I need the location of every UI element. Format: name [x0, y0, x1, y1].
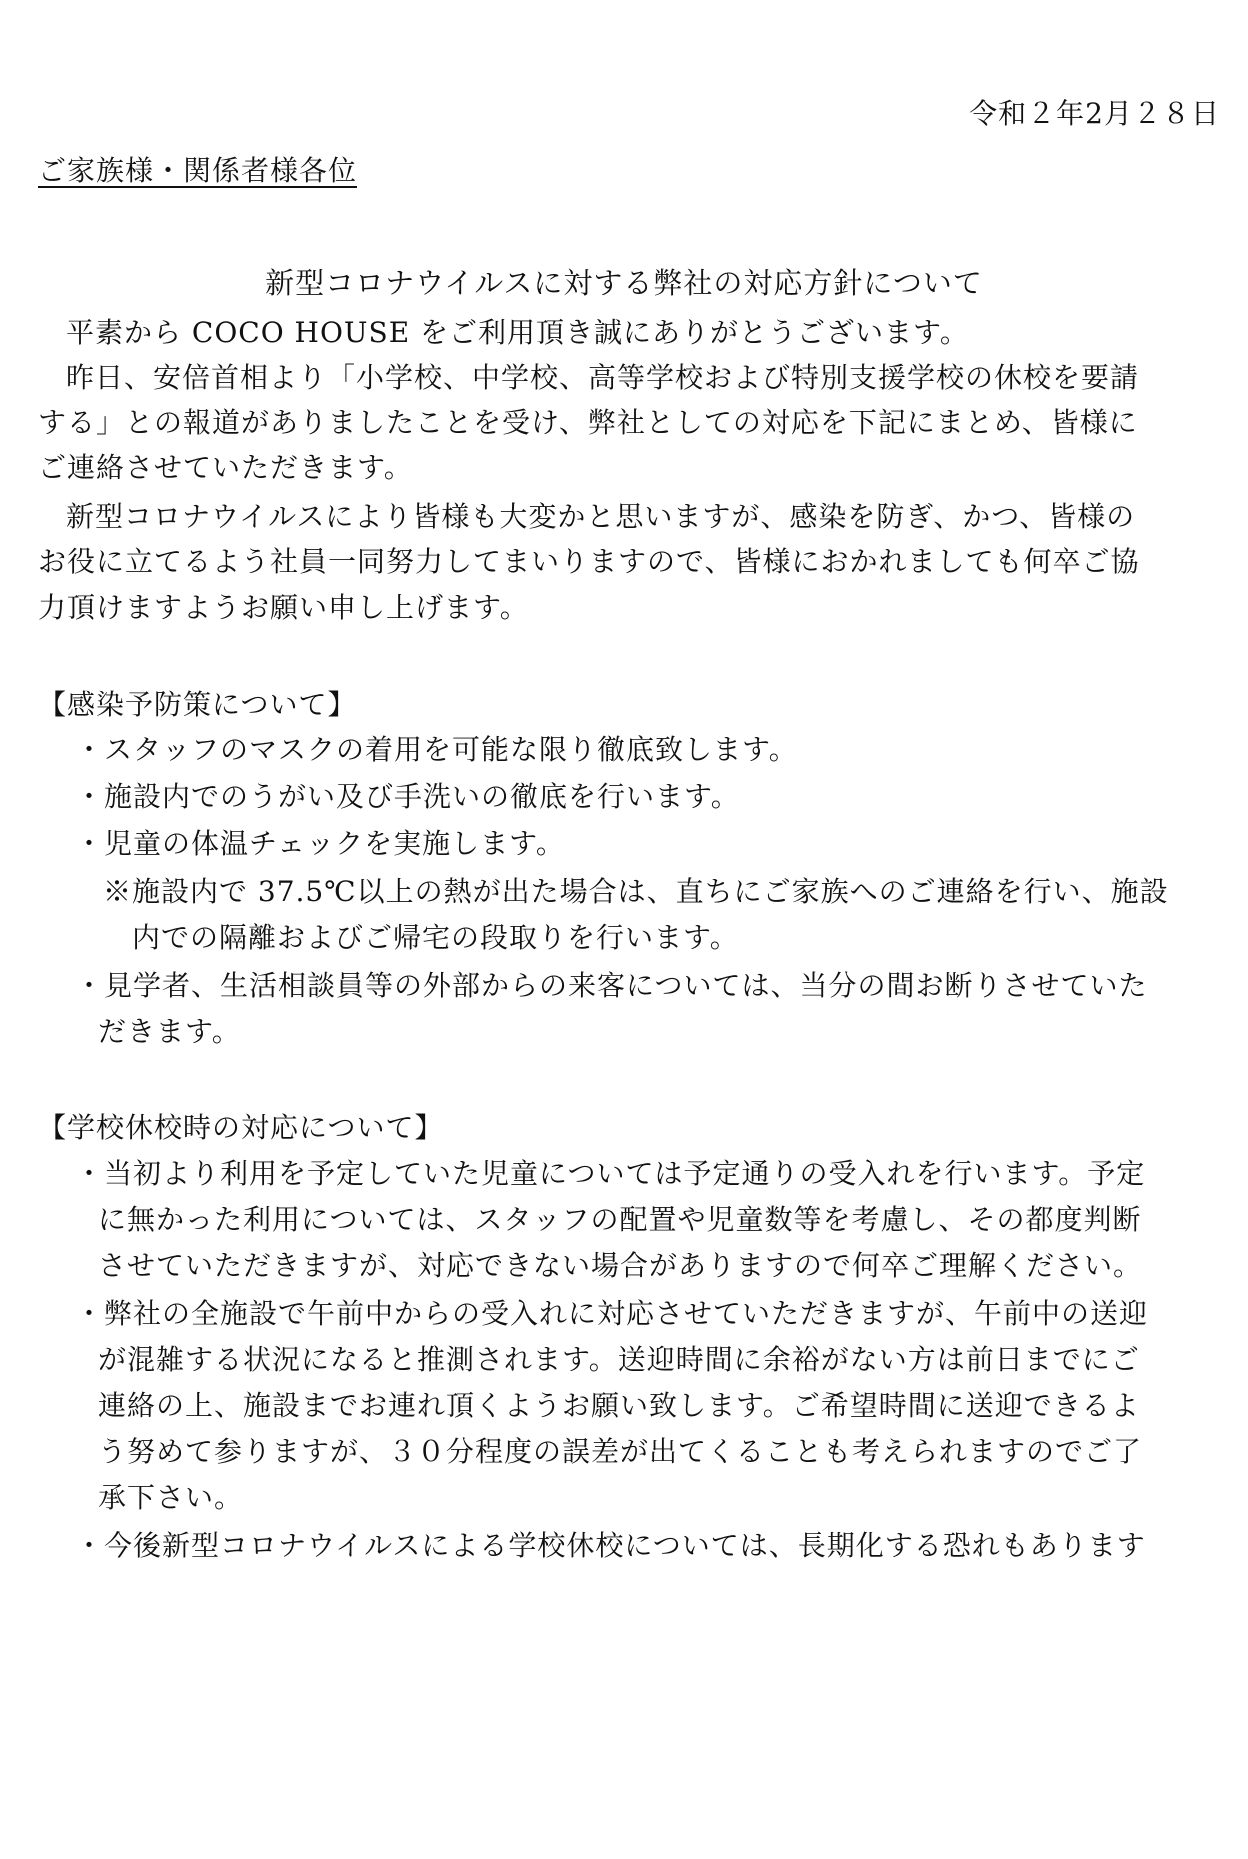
intro-line: お役に立てるよう社員一同努力してまいりますので、皆様におかれましても何卒ご協 [38, 545, 1140, 578]
list-item-continued: に無かった利用については、スタッフの配置や児童数等を考慮し、その都度判断 [98, 1203, 1142, 1236]
list-item: ・今後新型コロナウイルスによる学校休校については、長期化する恐れもあります [75, 1529, 1146, 1562]
note-line: 内での隔離およびご帰宅の段取りを行います。 [132, 921, 739, 954]
intro-line: 力頂けますようお願い申し上げます。 [38, 591, 529, 624]
list-item-continued: だきます。 [98, 1015, 241, 1048]
intro-line: 平素から COCO HOUSE をご利用頂き誠にありがとうございます。 [66, 316, 969, 349]
intro-line: ご連絡させていただきます。 [38, 451, 413, 484]
list-item-continued: 承下さい。 [98, 1481, 244, 1514]
list-item: ・児童の体温チェックを実施します。 [75, 827, 565, 860]
intro-line: 新型コロナウイルスにより皆様も大変かと思いますが、感染を防ぎ、かつ、皆様の [66, 500, 1136, 533]
list-item-continued: させていただきますが、対応できない場合がありますので何卒ご理解ください。 [98, 1249, 1143, 1282]
list-item: ・スタッフのマスクの着用を可能な限り徹底致します。 [75, 733, 798, 766]
list-item-continued: 連絡の上、施設までお連れ頂くようお願い致します。ご希望時間に送迎できるよ [98, 1389, 1140, 1422]
section-heading-school-closure: 【学校休校時の対応について】 [38, 1111, 444, 1144]
section-heading-infection-prevention: 【感染予防策について】 [38, 688, 357, 721]
list-item: ・見学者、生活相談員等の外部からの来客については、当分の間お断りさせていた [75, 969, 1148, 1002]
list-item: ・弊社の全施設で午前中からの受入れに対応させていただきますが、午前中の送迎 [75, 1297, 1149, 1330]
list-item: ・施設内でのうがい及び手洗いの徹底を行います。 [75, 780, 740, 813]
document-title: 新型コロナウイルスに対する弊社の対応方針について [265, 266, 983, 300]
intro-line: 昨日、安倍首相より「小学校、中学校、高等学校および特別支援学校の休校を要請 [66, 361, 1140, 394]
recipient-line: ご家族様・関係者様各位 [38, 154, 358, 187]
note-line: ※施設内で 37.5℃以上の熱が出た場合は、直ちにご家族へのご連絡を行い、施設 [103, 875, 1169, 908]
intro-line: する」との報道がありましたことを受け、弊社としての対応を下記にまとめ、皆様に [38, 406, 1138, 439]
list-item: ・当初より利用を予定していた児童については予定通りの受入れを行います。予定 [75, 1157, 1146, 1190]
list-item-continued: う努めて参りますが、３０分程度の誤差が出てくることも考えられますのでご了 [98, 1435, 1143, 1468]
list-item-continued: が混雑する状況になると推測されます。送迎時間に余裕がない方は前日までにご [98, 1343, 1140, 1376]
document-date: 令和２年2月２８日 [969, 97, 1220, 130]
